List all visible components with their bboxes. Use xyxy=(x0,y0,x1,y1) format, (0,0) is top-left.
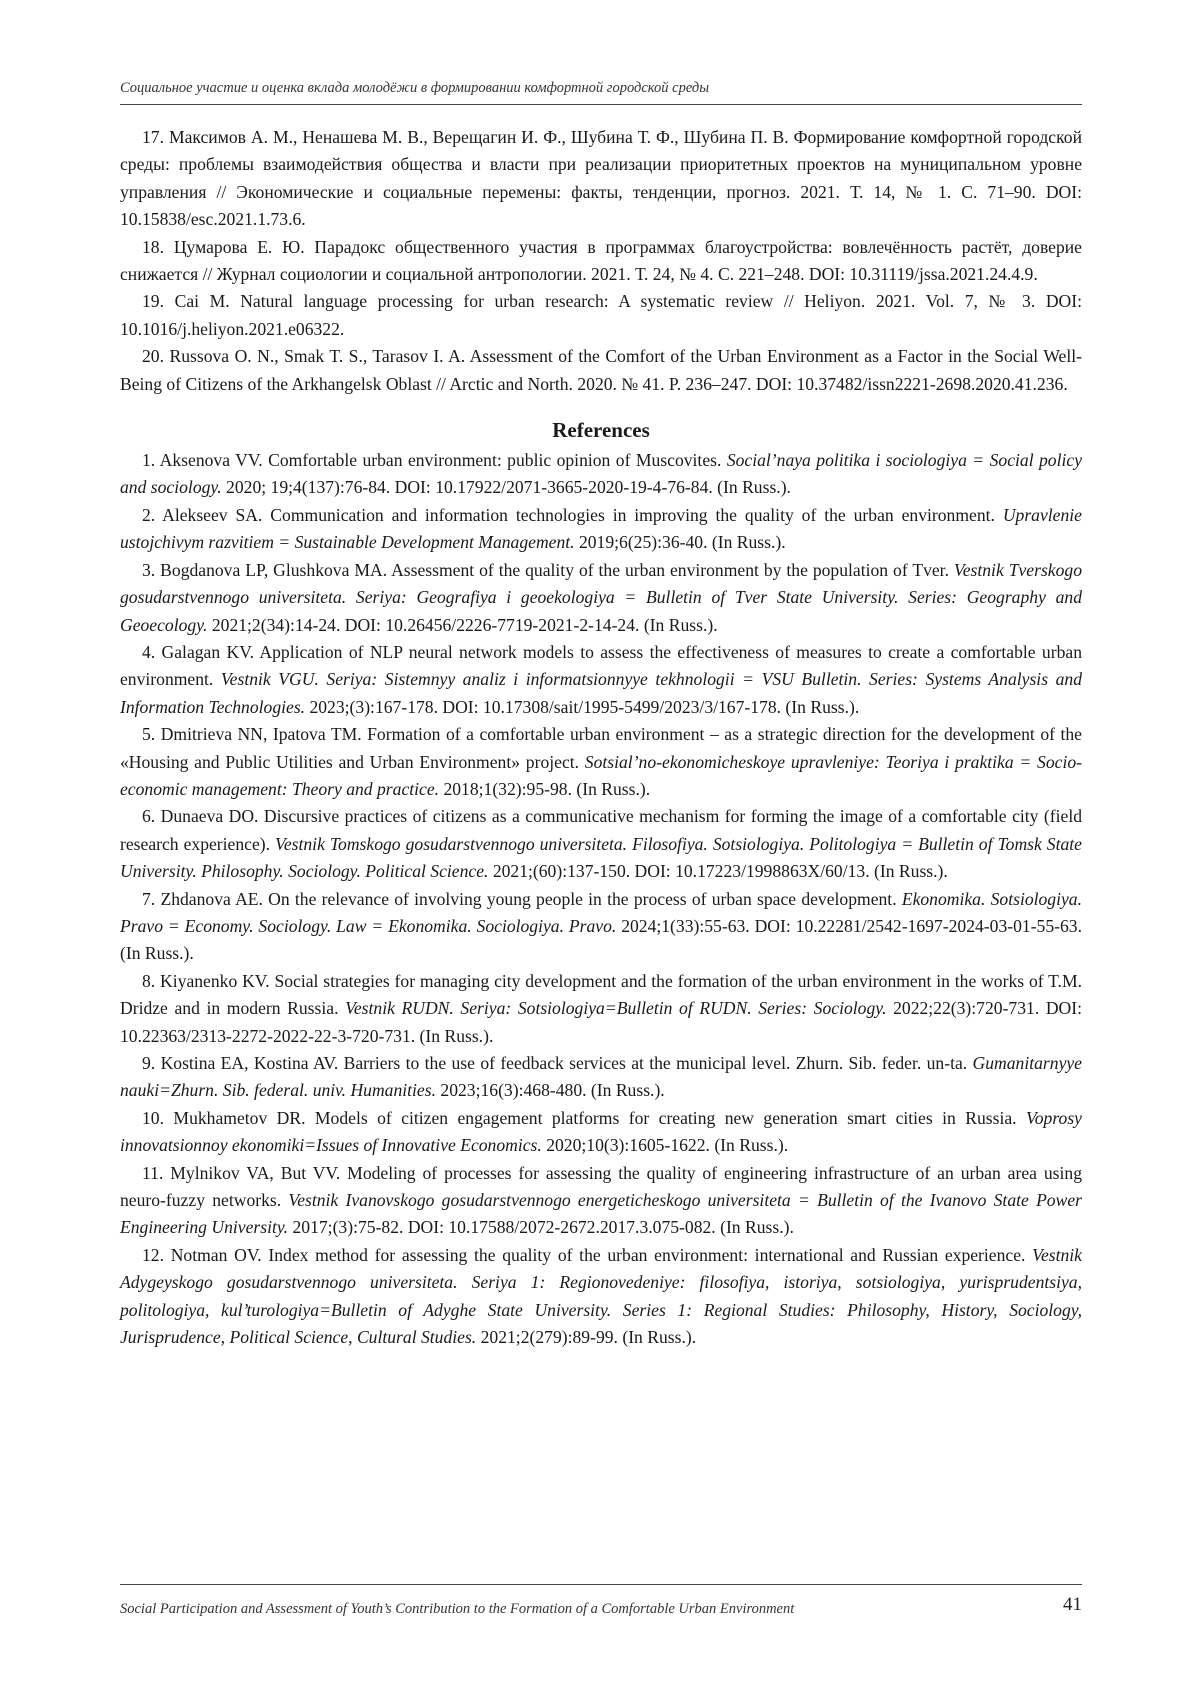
reference-journal: Vestnik Tverskogo gosudarstvennogo universiteta. Seriya: Geografiya i geoekologiya = Bulletin of Tver State University. Series: Geography and Geoecology. xyxy=(120,559,1082,635)
reference-item xyxy=(120,1105,1082,1160)
reference-journal: Vestnik Tomskogo gosudarstvennogo universiteta. Filosofiya. Sotsiologiya. Politologiya = Bulletin of Tomsk State University. Philosophy. Sociology. Political Science. xyxy=(120,833,1082,882)
reference-journal: Ekonomika. Sotsiologiya. Pravo = Economy. Sociology. Law = Ekonomika. Sociologiya. Pravo. xyxy=(120,888,1082,936)
reference-details: 2018;1(32):95-98. (In Russ.). xyxy=(439,778,651,799)
reference-details: 2024;1(33):55-63. DOI: 10.22281/2542-1697-2024-03-01-55-63. (In Russ.). xyxy=(120,915,1082,964)
page-number: 41 xyxy=(1063,1594,1082,1615)
reference-item xyxy=(120,234,1082,289)
reference-authors-title: Alekseev SA. Communication and information technologies in improving the quality of the urban environment. xyxy=(162,504,1003,525)
reference-number: 1. xyxy=(142,450,156,471)
reference-journal: Upravlenie ustojchivym razvitiem = Sustainable Development Management. xyxy=(120,504,1082,553)
reference-authors-title: Kiyanenko KV. Social strategies for managing city development and the formation of the urban environment in the works of T.M. Dridze and in modern Russia. xyxy=(120,970,1082,1019)
reference-authors-title: Aksenova VV. Comfortable urban environment: public opinion of Muscovites. xyxy=(159,450,727,471)
reference-details: 2023;16(3):468-480. (In Russ.). xyxy=(436,1080,665,1101)
reference-authors-title: Zhdanova AE. On the relevance of involving young people in the process of urban space development. xyxy=(160,888,902,909)
reference-details: 2022;22(3):720-731. DOI: 10.22363/2313-2272-2022-22-3-720-731. (In Russ.). xyxy=(120,998,1082,1046)
reference-journal: Vestnik Ivanovskogo gosudarstvennogo energeticheskogo universiteta = Bulletin of the Ivanovo State Power Engineering University. xyxy=(120,1190,1082,1238)
reference-authors-title: Mukhametov DR. Models of citizen engagement platforms for creating new generation smart cities in Russia. xyxy=(173,1107,1026,1128)
reference-number: 18. xyxy=(142,236,164,257)
reference-authors-title: Dunaeva DO. Discursive practices of citizens as a communicative mechanism for forming the image of a comfortable city (field research experience). xyxy=(120,806,1083,854)
reference-journal: Sotsial’no-ekonomicheskoye upravleniye: Teoriya i praktika = Socio-economic management: Theory and practice. xyxy=(120,751,1082,799)
reference-item xyxy=(120,1050,1082,1105)
reference-item xyxy=(120,502,1082,557)
reference-number: 4. xyxy=(142,641,156,662)
english-reference-list xyxy=(120,447,1082,1351)
reference-journal: Vestnik RUDN. Seriya: Sotsiologiya=Bulletin of RUDN. Series: Sociology. xyxy=(345,998,887,1019)
header-rule xyxy=(120,104,1082,105)
reference-text: Цумарова Е. Ю. Парадокс общественного участия в программах благоустройства: вовлечённость растёт, доверие снижается // Журнал социологии и социальной антропологии. 2021. Т. 24, № 4. С. 221–248. DOI: 10.31119/jssa.2021.24.4.9. xyxy=(120,236,1082,285)
reference-authors-title: Bogdanova LP, Glushkova MA. Assessment of the quality of the urban environment by the population of Tver. xyxy=(160,559,954,580)
reference-item xyxy=(120,803,1082,885)
reference-number: 17. xyxy=(142,127,164,147)
reference-authors-title: Mylnikov VA, But VV. Modeling of processes for assessing the quality of engineering infrastructure of an urban area using neuro-fuzzy networks. xyxy=(120,1162,1082,1211)
reference-details: 2020;10(3):1605-1622. (In Russ.). xyxy=(541,1135,789,1156)
reference-item xyxy=(120,1242,1082,1352)
reference-journal: Social’naya politika i sociologiya = Social policy and sociology. xyxy=(120,450,1083,498)
reference-item xyxy=(120,639,1082,721)
reference-item xyxy=(120,343,1082,398)
reference-authors-title: Notman OV. Index method for assessing the quality of the urban environment: international and Russian experience. xyxy=(170,1244,1033,1265)
reference-number: 5. xyxy=(142,724,156,745)
reference-details: 2021;2(34):14-24. DOI: 10.26456/2226-7719-2021-2-14-24. (In Russ.). xyxy=(207,614,718,635)
reference-authors-title: Dmitrieva NN, Ipatova TM. Formation of a comfortable urban environment – as a strategic direction for the development of the «Housing and Public Utilities and Urban Environment» project. xyxy=(120,724,1082,772)
reference-text: Russova O. N., Smak T. S., Tarasov I. A. Assessment of the Comfort of the Urban Environment as a Factor in the Social Well-Being of Citizens of the Arkhangelsk Oblast // Arctic and North. 2020. № 41. P. 236–247. DOI: 10.37482/issn2221-2698.2020.41.236. xyxy=(120,346,1082,394)
reference-number: 8. xyxy=(142,970,156,991)
reference-authors-title: Galagan KV. Application of NLP neural network models to assess the effectiveness of measures to create a comfortable urban environment. xyxy=(120,641,1082,690)
reference-number: 2. xyxy=(142,504,156,525)
reference-authors-title: Kostina EA, Kostina AV. Barriers to the use of feedback services at the municipal level. Zhurn. Sib. feder. un-ta. xyxy=(160,1053,973,1073)
reference-details: 2021;2(279):89-99. (In Russ.). xyxy=(476,1327,697,1348)
reference-journal: Vestnik Adygeyskogo gosudarstvennogo universiteta. Seriya 1: Regionovedeniye: filosofiya, istoriya, sotsiologiya, yurisprudentsiya, politologiya, kul’turologiya=Bulletin of Adyghe State University. Series 1: Regional Studies: Philosophy, History, Sociology, Jurisprudence, Political Science, Cultural Studies. xyxy=(120,1244,1082,1348)
reference-text: Cai M. Natural language processing for urban research: A systematic review // Heliyon. 2021. Vol. 7, № 3. DOI: 10.1016/j.heliyon.2021.e06322. xyxy=(120,291,1082,339)
reference-item xyxy=(120,124,1082,234)
footer-rule xyxy=(120,1584,1082,1585)
reference-details: 2019;6(25):36-40. (In Russ.). xyxy=(574,532,786,553)
reference-item xyxy=(120,557,1082,639)
reference-details: 2020; 19;4(137):76-84. DOI: 10.17922/2071-3665-2020-19-4-76-84. (In Russ.). xyxy=(221,477,791,498)
reference-number: 20. xyxy=(142,346,164,367)
reference-journal: Gumanitarnyye nauki=Zhurn. Sib. federal. univ. Humanities. xyxy=(120,1053,1082,1101)
reference-journal: Vestnik VGU. Seriya: Sistemnyy analiz i informatsionnyye tekhnologii = VSU Bulletin. Series: Systems Analysis and Information Technologies. xyxy=(120,669,1082,717)
reference-details: 2021;(60):137-150. DOI: 10.17223/1998863X/60/13. (In Russ.). xyxy=(488,861,948,882)
reference-number: 10. xyxy=(142,1107,164,1128)
reference-details: 2017;(3):75-82. DOI: 10.17588/2072-2672.2017.3.075-082. (In Russ.). xyxy=(288,1217,794,1238)
reference-journal: Voprosy innovatsionnoy ekonomiki=Issues of Innovative Economics. xyxy=(120,1107,1082,1156)
running-header: Социальное участие и оценка вклада молодёжи в формировании комфортной городской среды xyxy=(120,80,710,96)
reference-number: 6. xyxy=(142,806,156,827)
reference-number: 12. xyxy=(142,1244,164,1265)
reference-number: 7. xyxy=(142,888,156,909)
references-heading: References xyxy=(552,418,650,443)
reference-item xyxy=(120,886,1082,968)
reference-item xyxy=(120,447,1082,502)
reference-number: 9. xyxy=(142,1053,156,1073)
reference-details: 2023;(3):167-178. DOI: 10.17308/sait/1995-5499/2023/3/167-178. (In Russ.). xyxy=(305,696,860,717)
page-content xyxy=(120,124,1082,1351)
reference-item xyxy=(120,288,1082,343)
reference-number: 11. xyxy=(142,1162,164,1183)
running-footer: Social Participation and Assessment of Youth’s Contribution to the Formation of a Comfortable Urban Environment xyxy=(120,1601,795,1617)
reference-item xyxy=(120,721,1082,803)
reference-item xyxy=(120,1160,1082,1242)
reference-number: 3. xyxy=(142,559,156,580)
russian-reference-list xyxy=(120,124,1082,398)
reference-text: Максимов А. М., Ненашева М. В., Верещагин И. Ф., Шубина Т. Ф., Шубина П. В. Формирование комфортной городской среды: проблемы взаимодействия общества и власти при реализации приоритетных проектов на муниципальном уровне управления // Экономические и социальные перемены: факты, тенденции, прогноз. 2021. Т. 14, № 1. С. 71–90. DOI: 10.15838/esc.2021.1.73.6. xyxy=(120,127,1082,230)
reference-item xyxy=(120,968,1082,1050)
reference-number: 19. xyxy=(142,291,164,312)
